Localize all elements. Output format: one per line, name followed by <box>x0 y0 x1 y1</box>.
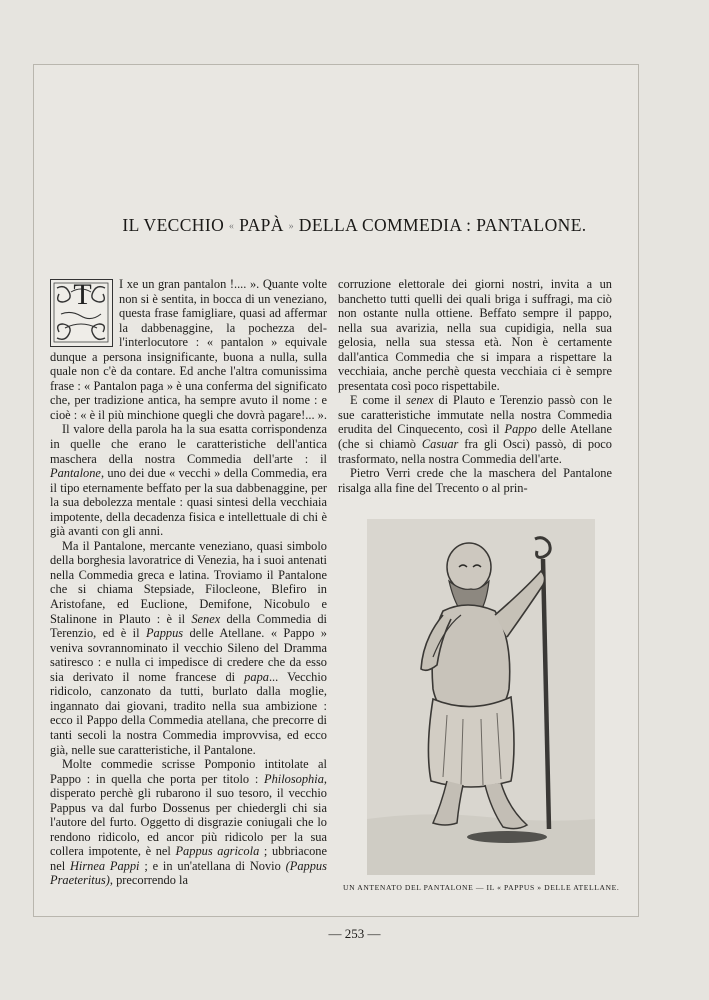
paragraph-4: Molte commedie scrisse Pomponio intitolate al Pappo : in quella che porta per titolo : Philosophia, disperato perchè gli rubarono il suo tesoro, il vecchio Pappus va dal furbo Dossenus per chiedergli chi sia l'autore del furto. Oggetto di disgrazie coniugali che lo rendono ridicolo, ed ancor più ridicolo per la sua collera impotente, è nel Pappus agricola ; ubbriacone nel Hirnea Pappi ; e in un'atellana di Novio (Pappus Praeteritus), precorrendo la <box>50 757 327 888</box>
dropcap-letter: T <box>73 278 92 311</box>
paragraph-2: Il valore della parola ha la sua esatta corrispondenza in quelle che erano le caratteristiche dell'antica maschera della nostra Commedia dell'arte : il Pantalone, uno dei due « vecchi » della Commedia, era il tipo eternamente beffato per la sua dabbenaggine, per la sua debolezza mentale : quasi sintesi della vecchiaia impotente, della decadenza fisica e intellettuale di chi è già avanti con gli anni. <box>50 422 327 539</box>
paragraph-3: Ma il Pantalone, mercante veneziano, quasi simbolo della borghesia lavoratrice di Venezia, ha i suoi antenati nella Commedia greca e latina. Troviamo il Pantalone che si chiama Stepsiade, Filocleone, Blefiro in Aristofane, ed Euclione, Demifone, Nicobulo e Stalinone in Plauto : è il Senex della Commedia di Terenzio, ed è il Pappus delle Atellane. « Pappo » veniva sovrannominato il vecchio Sileno del Dramma satiresco : e nulla ci impedisce di credere che da esso sia derivato il nome francese di papa... Vecchio ridicolo, canzonato da tutti, burlato dalla moglie, ingannato dai giovani, tradito nella sua ambizione : ecco il Pappo della Commedia atellana, che precorre di tanti secoli la nostra Commedia improvvisa, ed ecco già, nelle sue caratteristiche, il Pantalone. <box>50 538 328 757</box>
title-quote-close: » <box>288 221 295 232</box>
title-part1: IL VECCHIO <box>122 215 225 235</box>
ornamental-initial <box>50 279 113 347</box>
old-man-figure-icon <box>367 519 595 875</box>
paragraph-5: corruzione elettorale dei giorni nostri, invita a un banchetto tutti quelli dei quali briga i suffragi, ma ciò non ostante nulla ottiene. Beffato sempre il pappo, nella sua avarizia, nella sua cupidigia, nella sua gelosia, nella sua stessa età. Non è certamente dall'antica Commedia che si impara a rispettare la vecchiaia, anche perchè questa vecchiaia ci è sempre presentata così poco rispettabile. <box>338 277 612 393</box>
page-number: — 253 — <box>328 926 381 941</box>
article-title <box>0 215 709 236</box>
pappus-illustration <box>367 519 595 875</box>
left-column <box>50 277 327 888</box>
title-word: PAPÀ <box>239 215 284 235</box>
right-column <box>338 277 612 495</box>
title-quote-open: « <box>228 221 235 232</box>
figure-caption: UN ANTENATO DEL PANTALONE — IL « PAPPUS » DELLE ATELLANE. <box>343 883 620 892</box>
title-part2: DELLA COMMEDIA : PANTALONE. <box>298 215 587 235</box>
paragraph-6: E come il senex di Plauto e Terenzio passò con le sue caratteristiche immutate nella nostra Commedia erudita del Cinquecento, così il Pappo delle Atellane (che si chiamò Casuar fra gli Osci) passò, di poco trasformato, nella nostra Commedia dell'arte. <box>338 393 613 466</box>
paragraph-7: Pietro Verri crede che la maschera del Pantalone risalga alla fine del Trecento o al prin- <box>338 466 612 495</box>
paragraph-1: I xe un gran pantalon !.... ». Quante volte non si è sentita, in bocca di un veneziano, questa frase famigliare, quasi ad affermar la dabbenaggine, la pochezza del-l'interlocutore : « pantalon » equivale dunque a persona insignificante, buona a nulla, sulla quale non c'è da contare. Ed anche l'altra comunissima frase : « Pantalon paga » è una conferma del significato che, per tradizione antica, ha sempre avuto il nome : e cioè : « è il più minchione quegli che dovrà pagare!... ». <box>50 277 327 422</box>
